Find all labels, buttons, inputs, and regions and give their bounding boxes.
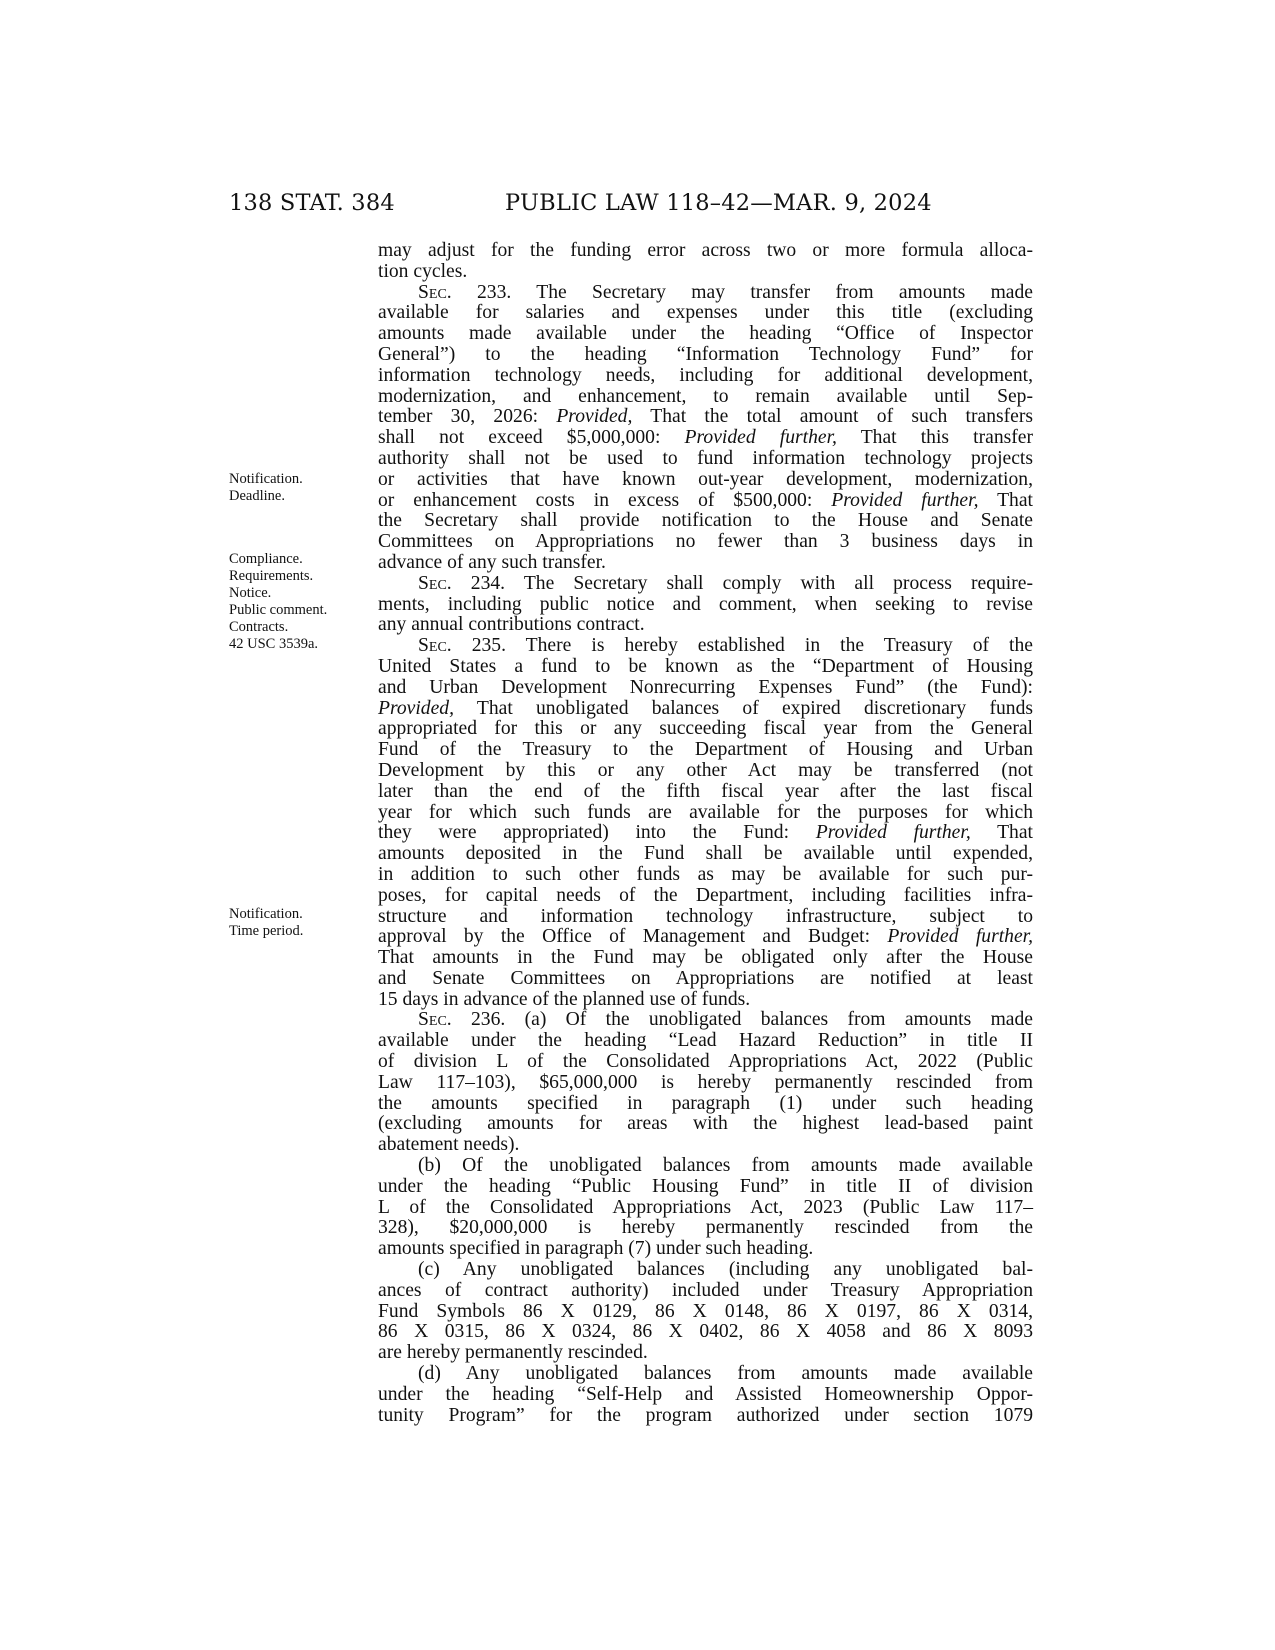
body-line: Sec. 236. (a) Of the unobligated balances from amounts made: [418, 1009, 1033, 1031]
body-line: United States a fund to be known as the “Department of Housing: [378, 655, 1033, 677]
body-line: Development by this or any other Act may be transferred (not: [378, 759, 1033, 781]
body-line: modernization, and enhancement, to remain available until Sep-: [378, 385, 1033, 407]
body-line: and Urban Development Nonrecurring Expenses Fund” (the Fund):: [378, 676, 1033, 698]
body-line: ances of contract authority) included under Treasury Appropriation: [378, 1279, 1033, 1301]
body-line: information technology needs, including for additional development,: [378, 364, 1033, 386]
body-line: may adjust for the funding error across two or more formula alloca-: [378, 240, 1033, 261]
margin-note-compliance: [229, 551, 369, 653]
body-line: Provided, That unobligated balances of expired discretionary funds: [378, 697, 1033, 719]
body-line: shall not exceed $5,000,000: Provided further, That this transfer: [378, 427, 1033, 449]
body-line: (excluding amounts for areas with the highest lead-based paint: [378, 1113, 1033, 1135]
statute-reference: 138 STAT. 384: [229, 190, 395, 216]
margin-note-notification-time-period: [229, 906, 369, 940]
body-line: That amounts in the Fund may be obligated only after the House: [378, 947, 1033, 969]
body-line: L of the Consolidated Appropriations Act, 2023 (Public Law 117–: [378, 1196, 1033, 1218]
body-line: later than the end of the fifth fiscal year after the last fiscal: [378, 780, 1033, 802]
margin-note-line: 42 USC 3539a.: [229, 636, 319, 652]
body-line: and Senate Committees on Appropriations are notified at least: [378, 967, 1033, 989]
body-line: structure and information technology infrastructure, subject to: [378, 905, 1033, 927]
body-text: [378, 241, 1033, 1426]
body-line: (b) Of the unobligated balances from amounts made available: [418, 1155, 1033, 1177]
body-line: tunity Program” for the program authorized under section 1079: [378, 1404, 1033, 1426]
body-line: 86 X 0315, 86 X 0324, 86 X 0402, 86 X 4058 and 86 X 8093: [378, 1321, 1033, 1343]
body-line: Committees on Appropriations no fewer than 3 business days in: [378, 531, 1033, 553]
body-line: abatement needs).: [378, 1134, 520, 1156]
body-line: tember 30, 2026: Provided, That the total amount of such transfers: [378, 406, 1034, 428]
margin-note-line: Deadline.: [229, 488, 285, 504]
margin-note-line: Contracts.: [229, 619, 289, 635]
body-line: advance of any such transfer.: [378, 551, 606, 573]
margin-note-line: Notice.: [229, 585, 272, 601]
body-line: amounts specified in paragraph (7) under such heading.: [378, 1238, 814, 1260]
margin-note-notification-deadline: [229, 471, 369, 505]
margin-note-line: Notification.: [229, 471, 303, 487]
body-line: or activities that have known out-year development, modernization,: [378, 468, 1033, 490]
body-line: they were appropriated) into the Fund: Provided further, That: [378, 822, 1033, 844]
body-line: approval by the Office of Management and Budget: Provided further,: [378, 926, 1033, 948]
body-line: Fund Symbols 86 X 0129, 86 X 0148, 86 X 0197, 86 X 0314,: [378, 1300, 1033, 1322]
body-line: in addition to such other funds as may be available for such pur-: [378, 863, 1033, 885]
body-line: amounts made available under the heading “Office of Inspector: [378, 323, 1033, 345]
body-line: 328), $20,000,000 is hereby permanently rescinded from the: [378, 1217, 1033, 1239]
body-line: year for which such funds are available for the purposes for which: [378, 801, 1033, 823]
body-line: Fund of the Treasury to the Department of Housing and Urban: [378, 739, 1033, 761]
body-line: under the heading “Self-Help and Assisted Homeownership Oppor-: [378, 1383, 1033, 1405]
body-line: poses, for capital needs of the Department, including facilities infra-: [378, 884, 1033, 906]
margin-note-line: Compliance.: [229, 551, 303, 567]
body-line: Law 117–103), $65,000,000 is hereby permanently rescinded from: [378, 1071, 1033, 1093]
body-line: (c) Any unobligated balances (including any unobligated bal-: [418, 1259, 1033, 1281]
margin-note-line: Requirements.: [229, 568, 314, 584]
body-line: Sec. 233. The Secretary may transfer from amounts made: [418, 281, 1033, 303]
body-line: the amounts specified in paragraph (1) under such heading: [378, 1092, 1033, 1114]
body-line: appropriated for this or any succeeding fiscal year from the General: [378, 718, 1033, 740]
margin-note-line: Notification.: [229, 906, 303, 922]
body-line: of division L of the Consolidated Appropriations Act, 2022 (Public: [378, 1051, 1033, 1073]
body-line: amounts deposited in the Fund shall be available until expended,: [378, 843, 1033, 865]
body-line: are hereby permanently rescinded.: [378, 1342, 648, 1364]
body-line: available for salaries and expenses under this title (excluding: [378, 302, 1033, 324]
body-line: any annual contributions contract.: [378, 614, 645, 636]
margin-note-line: Time period.: [229, 923, 304, 939]
running-header-title: PUBLIC LAW 118–42—MAR. 9, 2024: [505, 190, 932, 216]
body-line: available under the heading “Lead Hazard Reduction” in title II: [378, 1030, 1033, 1052]
body-line: the Secretary shall provide notification to the House and Senate: [378, 510, 1033, 532]
body-line: Sec. 234. The Secretary shall comply with all process require-: [418, 572, 1033, 594]
body-line: General”) to the heading “Information Technology Fund” for: [378, 343, 1033, 365]
body-line: Sec. 235. There is hereby established in the Treasury of the: [418, 635, 1033, 657]
margin-note-line: Public comment.: [229, 602, 328, 618]
body-line: or enhancement costs in excess of $500,000: Provided further, That: [378, 489, 1033, 511]
body-line: authority shall not be used to fund information technology projects: [378, 447, 1033, 469]
body-line: tion cycles.: [378, 260, 468, 282]
body-line: 15 days in advance of the planned use of funds.: [378, 988, 751, 1010]
body-line: ments, including public notice and comment, when seeking to revise: [378, 593, 1033, 615]
body-line: (d) Any unobligated balances from amounts made available: [418, 1363, 1033, 1385]
body-line: under the heading “Public Housing Fund” in title II of division: [378, 1175, 1033, 1197]
